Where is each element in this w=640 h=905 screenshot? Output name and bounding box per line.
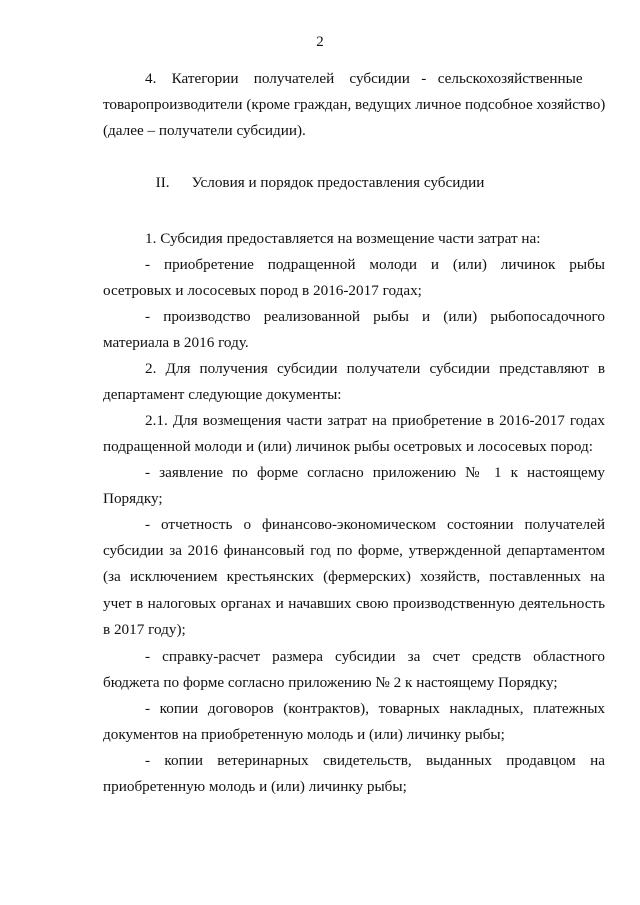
paragraph-6: - заявление по форме согласно приложению № 1 к настоящему Порядку; (103, 464, 605, 508)
page-number: 2 (316, 34, 324, 50)
item-4-paragraph (103, 66, 605, 145)
section-title: Условия и порядок предоставления субсидии (191, 174, 485, 191)
paragraph-1: 1. Субсидия предоставляется на возмещение части затрат на: (145, 230, 541, 247)
item-4-line-3: (далее – получатели субсидии). (103, 122, 306, 140)
paragraph-3: - производство реализованной рыбы и (или) рыбопосадочного материала в 2016 году. (103, 308, 605, 352)
paragraph-4: 2. Для получения субсидии получатели субсидии представляют в департамент следующие документы: (103, 360, 605, 404)
item-4-line-2: товаропроизводители (кроме граждан, ведущих личное подсобное хозяйство) (103, 96, 606, 114)
paragraph-10: - копии ветеринарных свидетельств, выданных продавцом на приобретенную молодь и (или) личинку рыбы; (103, 752, 605, 796)
section-number: II. (155, 174, 170, 191)
section-heading (0, 174, 640, 192)
paragraph-9: - копии договоров (контрактов), товарных накладных, платежных документов на приобретенную молодь и (или) личинку рыбы; (103, 700, 605, 744)
paragraph-5: 2.1. Для возмещения части затрат на приобретение в 2016-2017 годах подращенной молоди и (или) личинок рыбы осетровых и лососевых пород: (103, 412, 605, 456)
paragraph-2: - приобретение подращенной молоди и (или) личинок рыбы осетровых и лососевых пород в 2016-2017 годах; (103, 256, 605, 300)
item-4-line-1: 4. Категории получателей субсидии - сельскохозяйственные (145, 70, 583, 87)
paragraph-8: - справку-расчет размера субсидии за счет средств областного бюджета по форме согласно приложению № 2 к настоящему Порядку; (103, 648, 605, 692)
paragraph-7: - отчетность о финансово-экономическом состоянии получателей субсидии за 2016 финансовый год по форме, утвержденной департаментом (за исключением крестьянских (фермерских) хозяйств, поставленных на учет в налоговых органах и начавших свою производственную деятельность в 2017 году); (103, 516, 605, 638)
